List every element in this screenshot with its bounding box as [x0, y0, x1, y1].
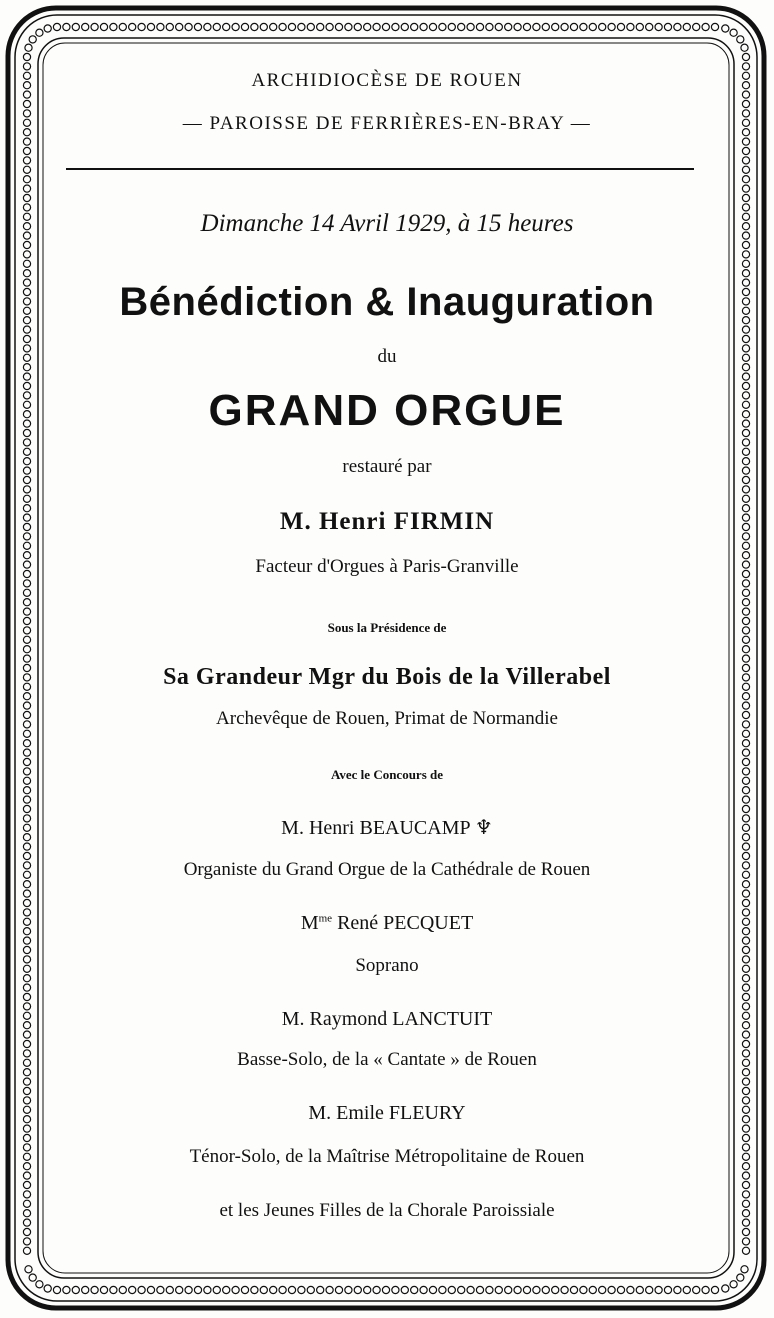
builder-name: M. Henri FIRMIN	[279, 508, 495, 535]
restored-by-text: restauré par	[342, 456, 432, 477]
performer-name: $M^{me}$ René PECQUET	[300, 912, 474, 934]
event-date: Dimanche 14 Avril 1929, à 15 heures	[200, 210, 574, 237]
presidency-label: Sous la Présidence de	[327, 620, 447, 635]
performer-name: M. Emile FLEURY	[308, 1102, 466, 1124]
event-title: Bénédiction & Inauguration	[119, 280, 655, 324]
performer-role: Ténor-Solo, de la Maîtrise Métropolitaine de Rouen	[189, 1146, 585, 1167]
performer-role: Soprano	[355, 955, 419, 976]
performer-name: M. Raymond LANCTUIT	[281, 1008, 493, 1030]
closing-line: et les Jeunes Filles de la Chorale Paroissiale	[219, 1200, 555, 1221]
header-divider	[66, 168, 694, 170]
performer-name: M. Henri BEAUCAMP ♆	[281, 817, 493, 839]
parish-heading: — PAROISSE DE FERRIÈRES-EN-BRAY —	[182, 113, 592, 134]
performer-role: Organiste du Grand Orgue de la Cathédrale de Rouen	[183, 859, 591, 880]
diocese-heading: ARCHIDIOCÈSE DE ROUEN	[251, 70, 523, 91]
du-text: du	[377, 346, 397, 367]
builder-title: Facteur d'Orgues à Paris-Granville	[255, 556, 519, 577]
presidency-title: Archevêque de Rouen, Primat de Normandie	[216, 708, 558, 729]
concours-label: Avec le Concours de	[330, 767, 444, 782]
organ-title: GRAND ORGUE	[208, 386, 566, 435]
presidency-name: Sa Grandeur Mgr du Bois de la Villerabel	[163, 664, 611, 690]
performer-role: Basse-Solo, de la « Cantate » de Rouen	[237, 1049, 537, 1070]
